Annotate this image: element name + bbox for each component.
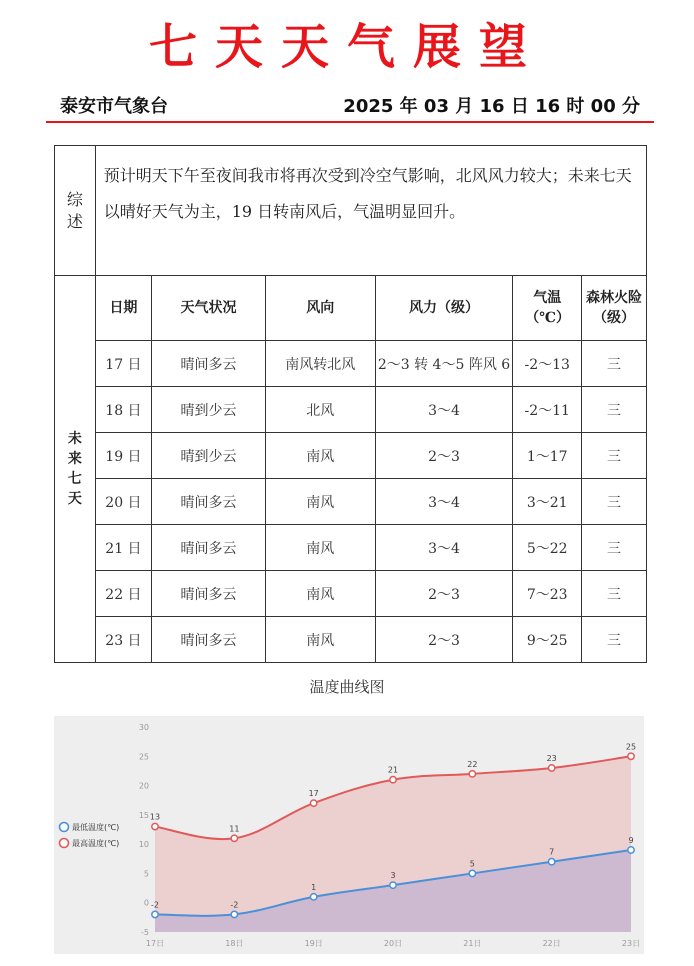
data-point bbox=[628, 847, 634, 853]
header-divider bbox=[46, 121, 654, 123]
report-header bbox=[60, 92, 640, 118]
cell-wind-force: 2～3 转 4～5 阵风 6 bbox=[375, 341, 513, 387]
col-header-fire-text: 森林火险（级） bbox=[586, 290, 643, 326]
y-tick-label: 15 bbox=[138, 810, 149, 820]
cell-date: 17 日 bbox=[95, 341, 152, 387]
chart-caption: 温度曲线图 bbox=[309, 678, 385, 696]
col-header-fire bbox=[582, 276, 647, 341]
cell-date: 19 日 bbox=[95, 433, 152, 479]
cell-temp: 7～23 bbox=[513, 571, 582, 617]
data-label: 23 bbox=[546, 754, 557, 763]
cell-wind-dir: 南风 bbox=[265, 525, 375, 571]
data-label: 25 bbox=[625, 742, 637, 752]
cell-temp: 3～21 bbox=[513, 479, 582, 525]
data-label: 17 bbox=[308, 789, 319, 799]
temperature-chart-svg bbox=[54, 716, 644, 954]
data-point bbox=[231, 835, 237, 841]
data-label: 3 bbox=[390, 871, 396, 881]
cell-temp: 9～25 bbox=[513, 617, 582, 663]
col-header-temp-text: 气温（℃） bbox=[525, 290, 571, 326]
cell-wind-force: 3～4 bbox=[375, 525, 513, 571]
cell-temp: 1～17 bbox=[513, 433, 582, 479]
summary-text: 预计明天下午至夜间我市将再次受到冷空气影响，北风风力较大；未来七天以晴好天气为主，19 日转南风后，气温明显回升。 bbox=[95, 146, 646, 276]
col-header-date: 日期 bbox=[95, 276, 152, 341]
summary-label bbox=[55, 146, 96, 276]
y-tick-label: 20 bbox=[138, 781, 149, 791]
y-tick-label: 10 bbox=[138, 840, 149, 850]
legend-label: 最高温度(℃) bbox=[72, 839, 120, 848]
data-point bbox=[390, 777, 396, 783]
data-point bbox=[152, 823, 158, 829]
table-header-row bbox=[55, 276, 647, 341]
cell-wind-force: 3～4 bbox=[375, 479, 513, 525]
forecast-label-text: 未来七天 bbox=[67, 431, 82, 507]
cell-fire: 三 bbox=[582, 341, 647, 387]
cell-wind-dir: 南风 bbox=[265, 479, 375, 525]
table-row bbox=[55, 341, 647, 387]
table-row bbox=[55, 571, 647, 617]
x-tick-label: 20日 bbox=[383, 939, 403, 948]
x-tick-label: 23日 bbox=[621, 939, 641, 948]
cell-fire: 三 bbox=[582, 387, 647, 433]
cell-wind-force: 3～4 bbox=[375, 387, 513, 433]
issue-datetime: 2025 年 03 月 16 日 16 时 00 分 bbox=[343, 96, 640, 117]
data-point bbox=[310, 894, 316, 900]
x-tick-label: 18日 bbox=[225, 939, 244, 948]
data-point bbox=[548, 859, 554, 865]
y-tick-label: 30 bbox=[138, 723, 149, 732]
cell-wind-dir: 南风 bbox=[265, 433, 375, 479]
y-tick-label: 25 bbox=[138, 752, 149, 762]
cell-fire: 三 bbox=[582, 571, 647, 617]
data-label: -2 bbox=[151, 900, 159, 910]
data-point bbox=[231, 911, 237, 917]
data-label: 11 bbox=[229, 824, 240, 834]
cell-date: 21 日 bbox=[95, 525, 152, 571]
data-point bbox=[469, 771, 475, 777]
cell-date: 20 日 bbox=[95, 479, 152, 525]
data-label: 9 bbox=[628, 836, 634, 845]
cell-fire: 三 bbox=[582, 433, 647, 479]
x-tick-label: 21日 bbox=[463, 939, 482, 948]
cell-date: 22 日 bbox=[95, 571, 152, 617]
x-tick-label: 17日 bbox=[145, 939, 165, 948]
col-header-wind-dir: 风向 bbox=[265, 276, 375, 341]
cell-fire: 三 bbox=[582, 479, 647, 525]
cell-weather: 晴间多云 bbox=[152, 341, 266, 387]
col-header-weather: 天气状况 bbox=[152, 276, 266, 341]
data-label: 21 bbox=[387, 765, 399, 775]
cell-weather: 晴到少云 bbox=[152, 387, 266, 433]
cell-date: 18 日 bbox=[95, 387, 152, 433]
data-label: 7 bbox=[549, 847, 555, 857]
data-point bbox=[628, 753, 634, 759]
cell-wind-force: 2～3 bbox=[375, 433, 513, 479]
y-tick-label: -5 bbox=[141, 928, 149, 937]
data-label: 13 bbox=[149, 812, 161, 822]
cell-weather: 晴间多云 bbox=[152, 617, 266, 663]
data-label: -2 bbox=[230, 900, 239, 910]
cell-fire: 三 bbox=[582, 525, 647, 571]
cell-weather: 晴间多云 bbox=[152, 571, 266, 617]
cell-wind-force: 2～3 bbox=[375, 571, 513, 617]
legend-marker bbox=[60, 823, 69, 832]
cell-fire: 三 bbox=[582, 617, 647, 663]
cell-temp: -2～13 bbox=[513, 341, 582, 387]
data-point bbox=[548, 765, 554, 771]
table-row bbox=[55, 479, 647, 525]
temperature-chart bbox=[54, 716, 644, 954]
cell-wind-dir: 北风 bbox=[265, 387, 375, 433]
y-tick-label: 0 bbox=[143, 898, 149, 908]
legend-label: 最低温度(℃) bbox=[72, 823, 120, 832]
x-tick-label: 19日 bbox=[304, 939, 323, 948]
summary-label-text: 综述 bbox=[66, 189, 83, 231]
table-row bbox=[55, 433, 647, 479]
cell-weather: 晴间多云 bbox=[152, 479, 266, 525]
cell-wind-dir: 南风 bbox=[265, 571, 375, 617]
cell-weather: 晴到少云 bbox=[152, 433, 266, 479]
cell-wind-dir: 南风转北风 bbox=[265, 341, 375, 387]
y-tick-label: 5 bbox=[143, 869, 149, 879]
table-row bbox=[55, 387, 647, 433]
table-row bbox=[55, 525, 647, 571]
col-header-wind-force: 风力（级） bbox=[375, 276, 513, 341]
cell-date: 23 日 bbox=[95, 617, 152, 663]
cell-weather: 晴间多云 bbox=[152, 525, 266, 571]
legend-marker bbox=[60, 839, 69, 848]
data-point bbox=[469, 870, 475, 876]
cell-wind-dir: 南风 bbox=[265, 617, 375, 663]
data-label: 1 bbox=[311, 882, 317, 892]
data-point bbox=[152, 911, 158, 917]
cell-wind-force: 2～3 bbox=[375, 617, 513, 663]
forecast-table bbox=[54, 145, 647, 663]
data-point bbox=[310, 800, 316, 806]
data-point bbox=[390, 882, 396, 888]
col-header-temp bbox=[513, 276, 582, 341]
cell-temp: 5～22 bbox=[513, 525, 582, 571]
table-row bbox=[55, 617, 647, 663]
report-title: 七天天气展望 bbox=[148, 19, 545, 75]
data-label: 22 bbox=[467, 759, 478, 769]
issuing-office: 泰安市气象台 bbox=[60, 96, 168, 117]
cell-temp: -2～11 bbox=[513, 387, 582, 433]
data-label: 5 bbox=[469, 859, 475, 869]
forecast-label bbox=[55, 276, 96, 663]
x-tick-label: 22日 bbox=[542, 939, 561, 948]
